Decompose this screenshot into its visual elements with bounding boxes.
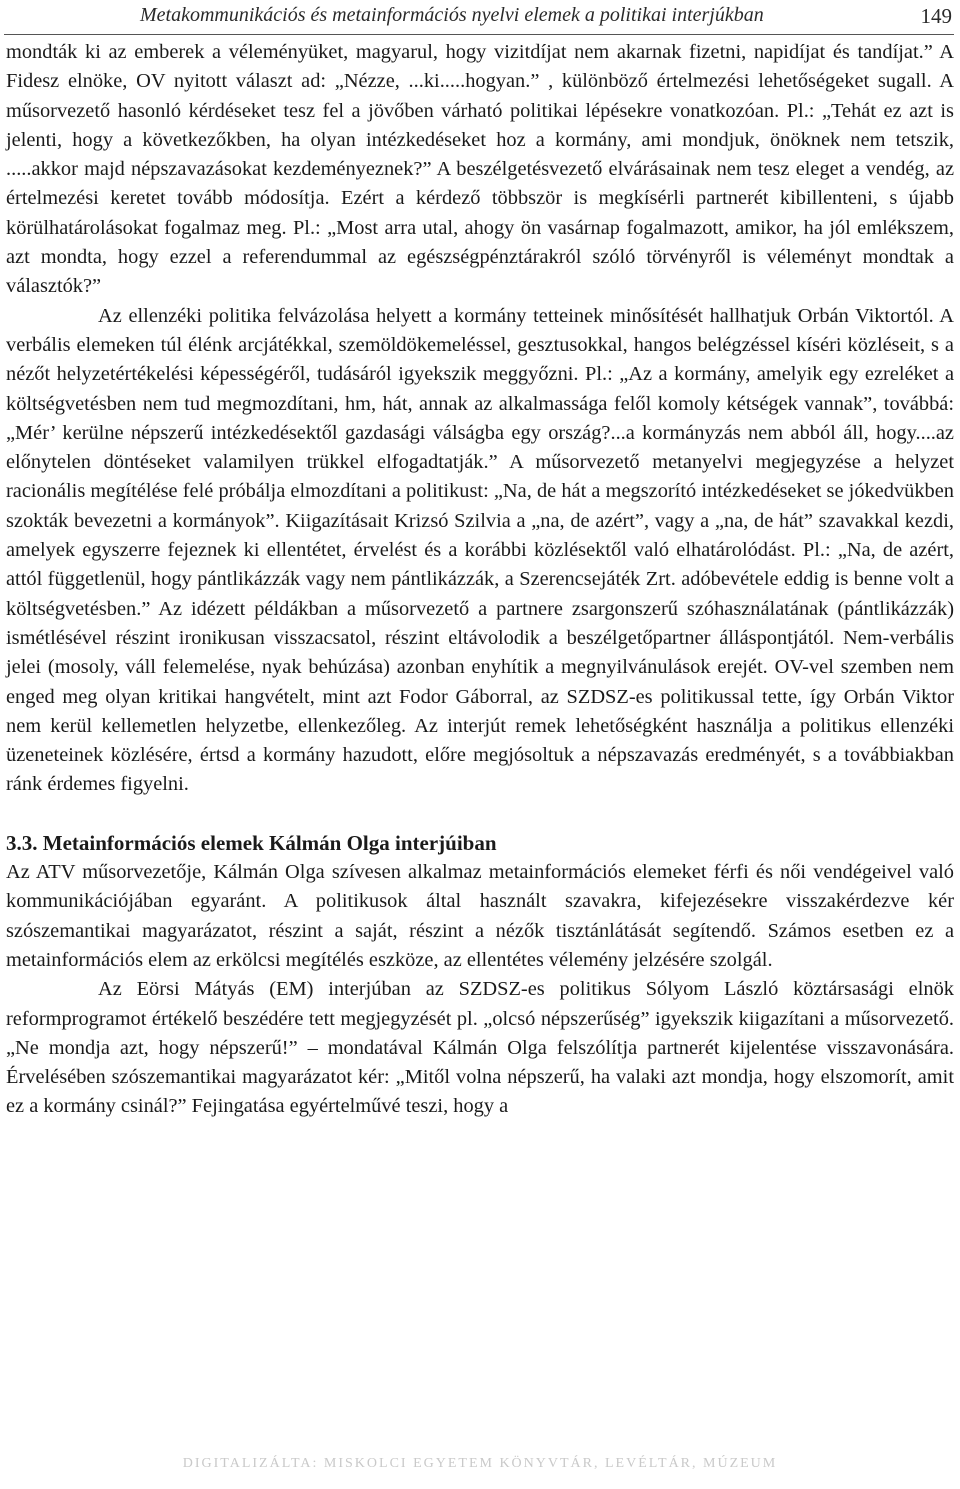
paragraph: Az ellenzéki politika felvázolása helyett a kormány tetteinek minősítését hallhatjuk Orbán Viktortól. A verbális elemeken túl élénk arcjátékkal, szemöldökemeléssel, gesztusokkal, hangos belégzéssel kíséri közléseit, s a nézőt helyzetértékelési képességéről, tudásáról igyekszik meggyőzni. Pl.: „Az a kormány, amelyik egy ezreléket a költségvetésben nem tud megmozdítani, hm, hát, annak az alkalmassága felől komoly kétségek vannak”, továbbá: „Mér’ kerülne népszerű intézkedésektől gazdasági válságba egy ország?...a kormányzás nem abból áll, hogy....az előnytelen döntéseket valamilyen trükkel elfogadtatják.” A műsorvezető metanyelvi megjegyzése a helyzet racionális megítélése felé próbálja elmozdítani a politikust: „Na, de hát a megszorító intézkedéseket se jókedvükben szokták bevezetni a kormányok”. Kiigazításait Krizsó Szilvia a „na, de azért”, vagy a „na, de hát” szavakkal kezdi, amelyek egyszerre fejeznek ki ellentétet, érvelést és a korábbi közlésektől való elhatárolódást. Pl.: „Na, de azért, attól függetlenül, hogy pántlikázzák vagy nem pántlikázzák, a Szerencsejáték Zrt. adóbevétele eddig is benne volt a költségvetésben.” Az idézett példákban a műsorvezető a partnere zsargonszerű szóhasználatának (pántlikázzák) ismétlésével részint ironikusan visszacsatol, részint eltávolodik a beszélgetőpartner álláspontjától. Nem-verbális jelei (mosoly, váll felemelése, nyak behúzása) azonban enyhítik a megnyilvánulások erejét. OV-vel szemben nem enged meg olyan kritikai hangvételt, mint azt Fodor Gáborral, az SZDSZ-es politikussal tette, így Orbán Viktor nem kerül kellemetlen helyzetbe, ellenkezőleg. Az interjút remek lehetőségként használja a politikus ellenzéki üzeneteinek közlésére, értsd a kormány hazudott, előre megjósoltuk a népszavazás eredményét, s a továbbiakban ránk érdemes figyelni. [6, 304, 954, 796]
paragraph: Az ATV műsorvezetője, Kálmán Olga szívesen alkalmaz metainformációs elemeket férfi és női vendégeivel való kommunikációjában egyaránt. A politikusok által használt szavakra, kifejezésekre visszakérdezve kér szószemantikai magyarázatot, részint a saját, részint a nézők tisztánlátását segítendő. Számos esetben ez a metainformációs elem az erkölcsi megítélés eszköze, az ellentétes vélemény jelzésére szolgál. [6, 861, 954, 971]
digitization-watermark: DIGITALIZÁLTA: MISKOLCI EGYETEM KÖNYVTÁR, LEVÉLTÁR, MÚZEUM [182, 1456, 778, 1471]
paragraph: Az Eörsi Mátyás (EM) interjúban az SZDSZ-es politikus Sólyom László köztársasági elnök reformprogramot értékelő beszédére tett megjegyzését pl. „olcsó népszerűség” igyekszik kiigazítani a műsorvezető. „Ne mondja azt, hogy népszerű!” – mondatával Kálmán Olga felszólítja partnerét kijelentése visszavonására. Érvelésében szószemantikai magyarázatot kér: „Mitől volna népszerű, ha valaki azt mondja, hogy elszomorít, amit ez a kormány csinál?” Fejingatása egyértelművé teszi, hogy a [6, 978, 954, 1118]
paragraph: mondták ki az emberek a véleményüket, magyarul, hogy vizitdíjat nem akarnak fizetni, napidíjat és tandíjat.” A Fidesz elnöke, OV nyitott választ ad: „Nézze, ...ki.....hogyan.” , különböző értelmezési lehetőségeket sugall. A műsorvezető hasonló kérdéseket tesz fel a jövőben várható politikai lépésekre vonatkozóan. Pl.: „Tehát ez azt is jelenti, hogy a következőkben, ha olyan intézkedéseket hoz a kormány, ami mondjuk, önöknek nem tetszik, .....akkor majd népszavazásokat kezdeményeznek?” A beszélgetésvezető elvárásainak nem tesz eleget a vendég, az értelmezési keretet tovább módosítja. Ezért a kérdező többször is megkísérli partnerét kibillenteni, s újabb körülhatárolásokat fogalmaz meg. Pl.: „Most arra utal, ahogy ön vasárnap fogalmazott, amikor, ha jól emlékszem, azt mondta, hogy ezzel a referendummal az egészségpénztárakról szóló törvényről is véleményt mondtak a választók?” [6, 41, 954, 298]
header-rule [4, 34, 954, 35]
body-text [6, 38, 954, 1122]
section-heading: 3.3. Metainformációs elemek Kálmán Olga interjúiban [6, 830, 497, 855]
page-header [0, 0, 960, 40]
running-title: Metakommunikációs és metainformációs nyelvi elemek a politikai interjúkban [140, 4, 764, 26]
page-number: 149 [920, 4, 952, 28]
